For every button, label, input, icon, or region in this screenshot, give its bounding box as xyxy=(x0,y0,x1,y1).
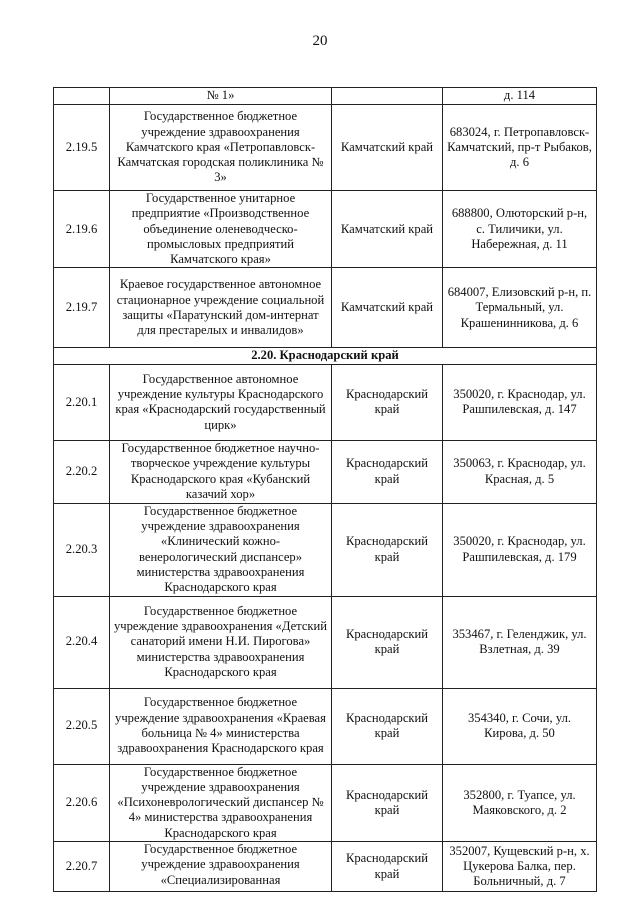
table-row xyxy=(54,88,597,105)
cell-region: Краснодарский край xyxy=(332,764,443,841)
cell-num xyxy=(54,88,110,105)
cell-address: 688800, Олюторский р-н, с. Тиличики, ул. Набережная, д. 11 xyxy=(443,191,597,268)
table-row xyxy=(54,440,597,503)
cell-num: 2.19.5 xyxy=(54,105,110,191)
table-row xyxy=(54,191,597,268)
cell-name: Государственное бюджетное учреждение здравоохранения «Краевая больница № 4» министерства здравоохранения Краснодарского края xyxy=(110,688,332,764)
cell-num: 2.20.6 xyxy=(54,764,110,841)
cell-num: 2.19.7 xyxy=(54,268,110,348)
organizations-table xyxy=(53,87,597,892)
cell-address: 352007, Кущевский р-н, х. Цукерова Балка, пер. Больничный, д. 7 xyxy=(443,842,597,892)
cell-region: Краснодарский край xyxy=(332,440,443,503)
cell-name: Государственное бюджетное учреждение здравоохранения «Специализированная xyxy=(110,842,332,892)
cell-address: 350020, г. Краснодар, ул. Рашпилевская, д. 179 xyxy=(443,503,597,596)
table-row xyxy=(54,764,597,841)
cell-name: Краевое государственное автономное стационарное учреждение социальной защиты «Паратунский дом-интернат для престарелых и инвалидов» xyxy=(110,268,332,348)
cell-num: 2.20.7 xyxy=(54,842,110,892)
cell-num: 2.20.4 xyxy=(54,596,110,688)
cell-region: Краснодарский край xyxy=(332,596,443,688)
cell-num: 2.20.3 xyxy=(54,503,110,596)
section-row xyxy=(54,348,597,364)
cell-region: Краснодарский край xyxy=(332,364,443,440)
cell-region: Камчатский край xyxy=(332,105,443,191)
table-row xyxy=(54,596,597,688)
table-row xyxy=(54,842,597,892)
cell-region: Камчатский край xyxy=(332,268,443,348)
cell-num: 2.20.2 xyxy=(54,440,110,503)
cell-region xyxy=(332,88,443,105)
table-row xyxy=(54,105,597,191)
cell-address: 684007, Елизовский р-н, п. Термальный, ул. Крашенинникова, д. 6 xyxy=(443,268,597,348)
cell-address: д. 114 xyxy=(443,88,597,105)
page-number: 20 xyxy=(312,33,328,49)
section-title: 2.20. Краснодарский край xyxy=(54,348,597,364)
cell-name: Государственное бюджетное учреждение здравоохранения «Клинический кожно-венерологический диспансер» министерства здравоохранения Краснодарского края xyxy=(110,503,332,596)
cell-num: 2.20.1 xyxy=(54,364,110,440)
cell-address: 350063, г. Краснодар, ул. Красная, д. 5 xyxy=(443,440,597,503)
cell-region: Краснодарский край xyxy=(332,688,443,764)
cell-name: Государственное унитарное предприятие «Производственное объединение оленеводческо-промысловых предприятий Камчатского края» xyxy=(110,191,332,268)
cell-region: Краснодарский край xyxy=(332,503,443,596)
cell-name: Государственное бюджетное учреждение здравоохранения Камчатского края «Петропавловск-Камчатская городская поликлиника № 3» xyxy=(110,105,332,191)
cell-name: Государственное бюджетное учреждение здравоохранения «Детский санаторий имени Н.И. Пирогова» министерства здравоохранения Краснодарского края xyxy=(110,596,332,688)
table-row xyxy=(54,268,597,348)
cell-name: Государственное бюджетное учреждение здравоохранения «Психоневрологический диспансер № 4» министерства здравоохранения Краснодарского края xyxy=(110,764,332,841)
table-row xyxy=(54,364,597,440)
cell-name: № 1» xyxy=(110,88,332,105)
cell-address: 683024, г. Петропавловск-Камчатский, пр-т Рыбаков, д. 6 xyxy=(443,105,597,191)
table-row xyxy=(54,688,597,764)
cell-address: 354340, г. Сочи, ул. Кирова, д. 50 xyxy=(443,688,597,764)
cell-address: 350020, г. Краснодар, ул. Рашпилевская, д. 147 xyxy=(443,364,597,440)
cell-region: Краснодарский край xyxy=(332,842,443,892)
cell-name: Государственное бюджетное научно-творческое учреждение культуры Краснодарского края «Кубанский казачий хор» xyxy=(110,440,332,503)
table-row xyxy=(54,503,597,596)
cell-name: Государственное автономное учреждение культуры Краснодарского края «Краснодарский государственный цирк» xyxy=(110,364,332,440)
cell-region: Камчатский край xyxy=(332,191,443,268)
cell-address: 352800, г. Туапсе, ул. Маяковского, д. 2 xyxy=(443,764,597,841)
cell-num: 2.20.5 xyxy=(54,688,110,764)
cell-num: 2.19.6 xyxy=(54,191,110,268)
cell-address: 353467, г. Геленджик, ул. Взлетная, д. 39 xyxy=(443,596,597,688)
